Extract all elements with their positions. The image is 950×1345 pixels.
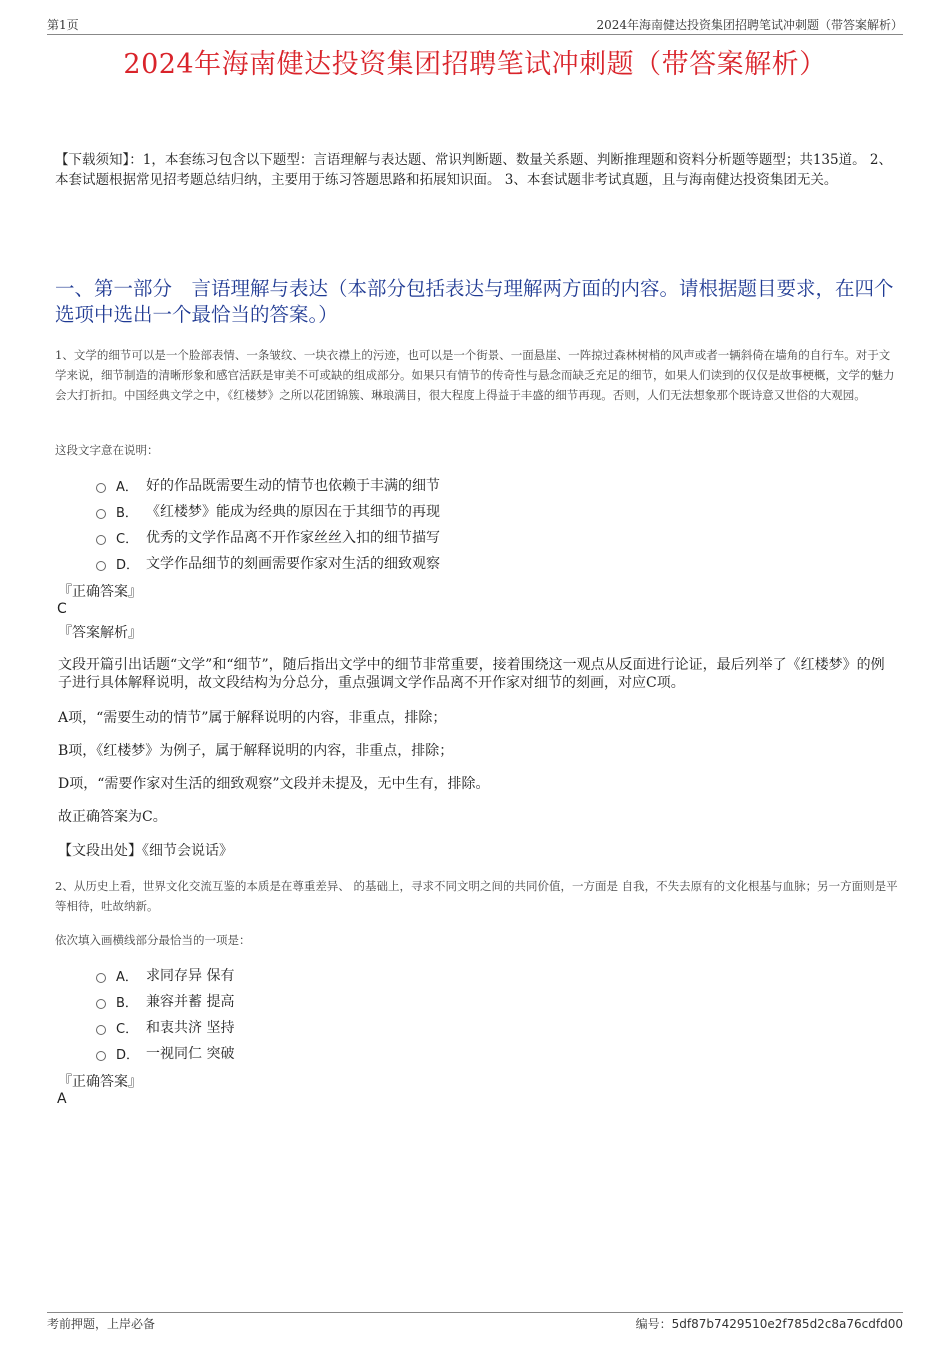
radio-icon[interactable] [96, 509, 106, 519]
download-notice: 【下载须知】：1，本套练习包含以下题型：言语理解与表达题、常识判断题、数量关系题、判断推理题和资料分析题等题型；共135道。 2、本套试题根据常见招考题总结归纳，主要用于练习答题思路和拓展知识面。 3、本套试题非考试真题，且与海南健达投资集团无关。 [55, 152, 892, 188]
option-text: 文学作品细节的刻画需要作家对生活的细致观察 [146, 556, 440, 572]
footer-code-block [636, 1315, 903, 1332]
option-text: 《红楼梦》能成为经典的原因在于其细节的再现 [146, 504, 440, 520]
question-2-option-a[interactable]: A． 求同存异 保有 [96, 962, 596, 988]
analysis-paragraph: D项，“需要作家对生活的细致观察”文段并未提及，无中生有，排除。 [58, 776, 490, 792]
radio-icon[interactable] [96, 535, 106, 545]
option-text: 一视同仁 突破 [146, 1046, 235, 1062]
header-doc-name: 2024年海南健达投资集团招聘笔试冲刺题（带答案解析） [596, 18, 903, 32]
option-text: 好的作品既需要生动的情节也依赖于丰满的细节 [146, 478, 440, 494]
footer-code: 5df87b7429510e2f785d2c8a76cdfd00 [671, 1317, 903, 1331]
analysis-paragraph: 文段开篇引出话题“文学”和“细节”，随后指出文学中的细节非常重要，接着围绕这一观点从反面进行论证，最后列举了《红楼梦》的例子进行具体解释说明，故文段结构为分总分，重点强调文学作品离不开作家对细节的刻画，对应C项。 [58, 657, 885, 691]
question-2-option-b[interactable]: B． 兼容并蓄 提高 [96, 988, 596, 1014]
question-2-prompt: 依次填入画横线部分最恰当的一项是： [55, 933, 251, 947]
analysis-paragraph: 故正确答案为C。 [58, 809, 167, 825]
option-text: 优秀的文学作品离不开作家丝丝入扣的细节描写 [146, 530, 440, 546]
radio-icon[interactable] [96, 561, 106, 571]
option-text: 求同存异 保有 [146, 968, 235, 984]
question-1-option-a[interactable]: A． 好的作品既需要生动的情节也依赖于丰满的细节 [96, 472, 596, 498]
question-2-text: 2、从历史上看，世界文化交流互鉴的本质是在尊重差异、 的基础上，寻求不同文明之间的共同价值，一方面是 自我，不失去原有的文化根基与血脉；另一方面则是平等相待，吐故纳新。 [55, 879, 898, 913]
footer-code-label: 编号： [635, 1317, 672, 1331]
source-citation: 【文段出处】《细节会说话》 [58, 843, 233, 859]
question-2-answer: A [57, 1091, 67, 1107]
radio-icon[interactable] [96, 1025, 106, 1035]
footer-slogan: 考前押题，上岸必备 [47, 1317, 156, 1331]
analysis-paragraph: B项，《红楼梦》为例子，属于解释说明的内容，非重点，排除； [58, 743, 454, 759]
radio-icon[interactable] [96, 1051, 106, 1061]
question-1-prompt: 这段文字意在说明： [55, 443, 159, 457]
document-title: 2024年海南健达投资集团招聘笔试冲刺题（带答案解析） [123, 49, 827, 80]
question-2-option-c[interactable]: C． 和衷共济 坚持 [96, 1014, 596, 1040]
analysis-paragraph: A项，“需要生动的情节”属于解释说明的内容，非重点，排除； [58, 710, 447, 726]
radio-icon[interactable] [96, 973, 106, 983]
question-1-options [96, 472, 596, 576]
radio-icon[interactable] [96, 999, 106, 1009]
option-text: 和衷共济 坚持 [146, 1020, 235, 1036]
question-1-text: 1、文学的细节可以是一个脸部表情、一条皱纹、一块衣襟上的污迹，也可以是一个街景、一面悬崖、一阵掠过森林树梢的风声或者一辆斜倚在墙角的自行车。对于文学来说，细节制造的清晰形象和感官活跃是审美不可或缺的组成部分。如果只有情节的传奇性与悬念而缺乏充足的细节，如果人们读到的仅仅是故事梗概，文学的魅力会大打折扣。中国经典文学之中，《红楼梦》之所以花团锦簇、琳琅满目，很大程度上得益于丰盛的细节再现。否则，人们无法想象那个既诗意又世俗的大观园。 [55, 348, 895, 402]
radio-icon[interactable] [96, 483, 106, 493]
page-footer [47, 1312, 903, 1333]
section-title: 一、第一部分 言语理解与表达（本部分包括表达与理解两方面的内容。请根据题目要求，在四个选项中选出一个最恰当的答案。） [55, 277, 894, 326]
question-1-option-c[interactable]: C． 优秀的文学作品离不开作家丝丝入扣的细节描写 [96, 524, 596, 550]
question-1-answer: C [57, 601, 67, 617]
page-number: 第1页 [47, 18, 79, 32]
question-2-option-d[interactable]: D． 一视同仁 突破 [96, 1040, 596, 1066]
question-2-answer-label: 『正确答案』 [58, 1074, 142, 1090]
question-1-answer-label: 『正确答案』 [58, 584, 142, 600]
question-2-options [96, 962, 596, 1066]
question-1-option-b[interactable]: B． 《红楼梦》能成为经典的原因在于其细节的再现 [96, 498, 596, 524]
option-text: 兼容并蓄 提高 [146, 994, 235, 1010]
question-1-option-d[interactable]: D． 文学作品细节的刻画需要作家对生活的细致观察 [96, 550, 596, 576]
question-1-analysis-label: 『答案解析』 [58, 625, 142, 641]
page-header [47, 14, 903, 35]
